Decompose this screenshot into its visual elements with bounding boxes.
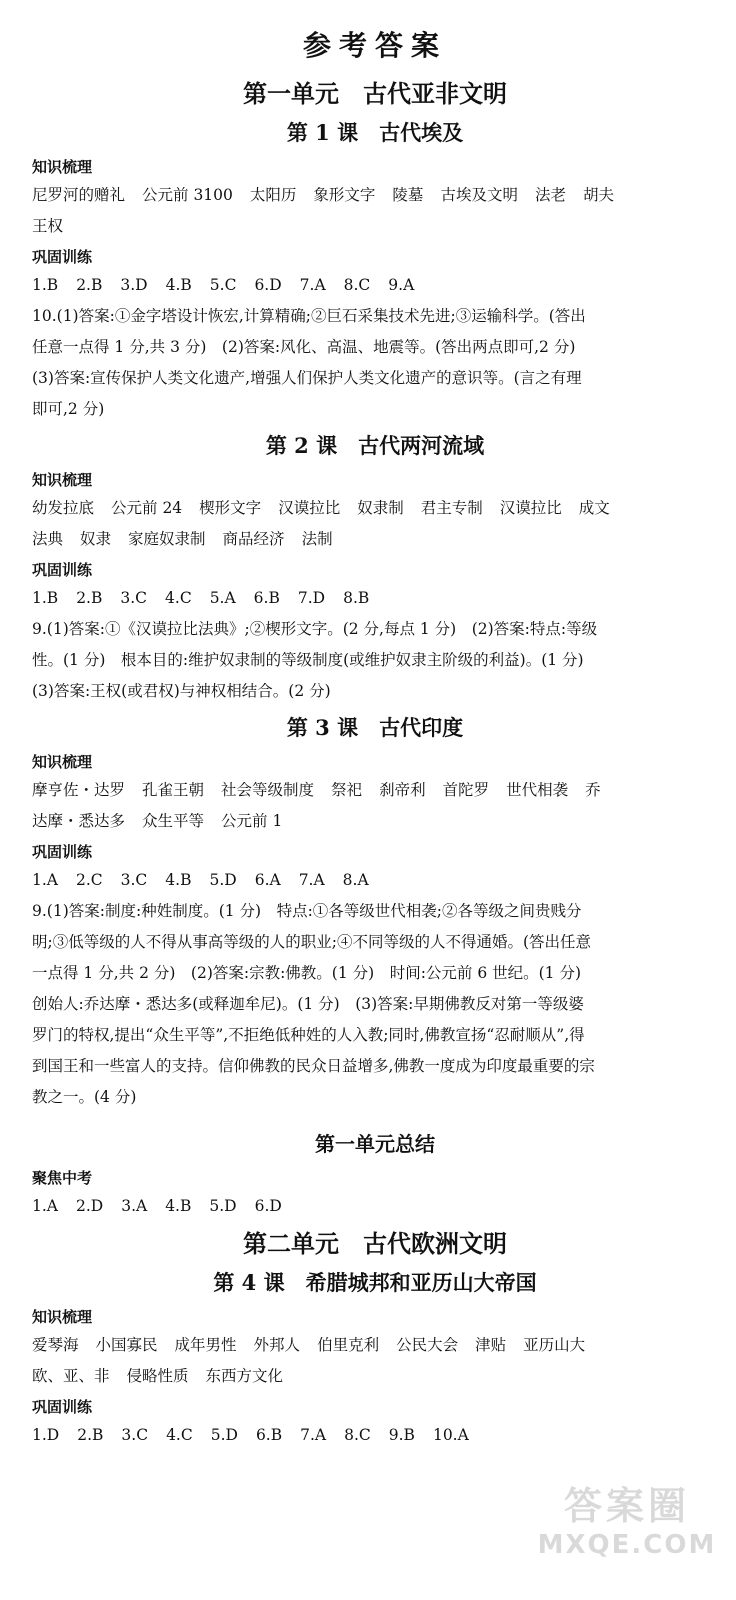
lesson-3-q9-line: 明;③低等级的人不得从事高等级的人的职业;④不同等级的人不得通婚。(答出任意 (32, 933, 591, 951)
answer: 3.C (120, 589, 148, 607)
answer: 6.D (254, 1197, 282, 1215)
answer: 8.C (344, 1426, 371, 1444)
lesson-1-q10-line: 10.(1)答案:①金字塔设计恢宏,计算精确;②巨石采集技术先进;③运输科学。(答出 (32, 307, 586, 325)
unit-2-title: 第二单元 古代欧洲文明 (243, 1230, 507, 1258)
summary-answers (32, 1191, 718, 1222)
lesson-3-q9-line: 到国王和一些富人的支持。信仰佛教的民众日益增多,佛教一度成为印度最重要的宗 (32, 1057, 595, 1075)
term: 祭祀 (331, 781, 363, 799)
answer: 1.D (32, 1426, 60, 1444)
lesson-4-terms-line-1 (32, 1330, 718, 1361)
lesson-3-q9-line: 罗门的特权,提出“众生平等”,不拒绝低种姓的人入教;同时,佛教宣扬“忍耐顺从”,得 (32, 1026, 585, 1044)
term: 乔 (585, 781, 601, 799)
lesson-3-q9-line: 一点得 1 分,共 2 分) (2)答案:宗教:佛教。(1 分) 时间:公元前 6 世纪。(1 分) (32, 964, 582, 982)
term: 家庭奴隶制 (128, 530, 206, 548)
answer: 7.D (297, 589, 326, 607)
answer: 2.D (75, 1197, 104, 1215)
answer: 5.A (209, 589, 236, 607)
answer: 4.B (165, 1197, 192, 1215)
answer: 7.A (298, 871, 325, 889)
page-title: 参考答案 (302, 29, 447, 62)
term: 刹帝利 (379, 781, 426, 799)
term: 成年男性 (174, 1336, 237, 1354)
answer: 7.A (300, 1426, 327, 1444)
term: 陵墓 (392, 186, 424, 204)
term: 摩亨佐・达罗 (32, 781, 126, 799)
answer: 5.D (209, 1197, 237, 1215)
lesson-3-terms-line-1 (32, 775, 718, 806)
term: 公元前 1 (221, 812, 283, 830)
lesson-2-terms-line-1 (32, 493, 718, 524)
answer: 9.B (388, 1426, 415, 1444)
lesson-4-practice-label: 巩固训练 (32, 1398, 93, 1416)
term: 亚历山大 (523, 1336, 586, 1354)
answer: 2.B (76, 276, 103, 294)
site-watermark (532, 1482, 722, 1572)
lesson-2-knowledge-label: 知识梳理 (32, 471, 93, 489)
term: 欧、亚、非 (32, 1367, 110, 1385)
term: 君主专制 (420, 499, 483, 517)
lesson-2-q9-line: 性。(1 分) 根本目的:维护奴隶制的等级制度(或维护奴隶主阶级的利益)。(1 分) (32, 651, 584, 669)
answer: 3.D (120, 276, 148, 294)
term: 伯里克利 (317, 1336, 380, 1354)
answer: 3.A (121, 1197, 148, 1215)
term: 公元前 24 (111, 499, 183, 517)
term: 公民大会 (396, 1336, 459, 1354)
lesson-1-title: 第 1 课 古代埃及 (286, 120, 464, 145)
term: 公元前 3100 (142, 186, 233, 204)
term: 外邦人 (253, 1336, 301, 1354)
answer: 7.A (299, 276, 326, 294)
lesson-3-q9-line: 教之一。(4 分) (32, 1088, 137, 1106)
answer: 3.C (121, 1426, 149, 1444)
term: 众生平等 (142, 812, 205, 830)
lesson-3-q9-line: 创始人:乔达摩・悉达多(或释迦牟尼)。(1 分) (3)答案:早期佛教反对第一等级婆 (32, 995, 584, 1013)
term: 汉谟拉比 (499, 499, 562, 517)
term: 法制 (301, 530, 333, 548)
lesson-2-q9-line: (3)答案:王权(或君权)与神权相结合。(2 分) (32, 682, 331, 700)
answer: 6.D (254, 276, 282, 294)
term: 成文 (578, 499, 610, 517)
term: 汉谟拉比 (278, 499, 341, 517)
lesson-4-answers (32, 1420, 718, 1451)
lesson-1-q10-line: (3)答案:宣传保护人类文化遗产,增强人们保护人类文化遗产的意识等。(言之有理 (32, 369, 582, 387)
lesson-2-title: 第 2 课 古代两河流域 (265, 433, 485, 458)
term: 津贴 (475, 1336, 507, 1354)
lesson-2-terms-line-2 (32, 524, 718, 555)
term: 侵略性质 (126, 1367, 189, 1385)
lesson-3-knowledge-label: 知识梳理 (32, 753, 93, 771)
answer: 4.C (165, 589, 192, 607)
watermark-logo-text: 答案圈 (563, 1484, 690, 1528)
term: 楔形文字 (199, 499, 262, 517)
term: 幼发拉底 (32, 499, 95, 517)
answer: 8.B (343, 589, 370, 607)
lesson-4-terms-line-2 (32, 1361, 718, 1392)
watermark-url: MXQE.COM (537, 1530, 717, 1560)
answer: 6.B (253, 589, 280, 607)
answer: 2.B (77, 1426, 104, 1444)
answer: 3.C (120, 871, 148, 889)
answer: 1.B (32, 589, 59, 607)
lesson-1-q10-line: 即可,2 分) (32, 400, 105, 418)
term: 爱琴海 (32, 1336, 79, 1354)
answer: 8.A (342, 871, 369, 889)
answer: 1.A (32, 1197, 58, 1215)
lesson-1-answers (32, 270, 718, 301)
answer: 6.B (255, 1426, 283, 1444)
term: 奴隶 (80, 530, 112, 548)
answer: 5.C (209, 276, 237, 294)
term: 东西方文化 (205, 1367, 284, 1385)
summary-focus-label: 聚焦中考 (32, 1169, 93, 1187)
answer: 1.A (32, 871, 58, 889)
answer: 6.A (254, 871, 281, 889)
answer: 4.B (165, 276, 192, 294)
lesson-3-terms-line-2 (32, 806, 718, 837)
term: 古埃及文明 (440, 186, 518, 204)
answer: 2.C (75, 871, 103, 889)
answer: 8.C (343, 276, 371, 294)
answer: 4.C (166, 1426, 193, 1444)
answer: 1.B (32, 276, 59, 294)
term: 王权 (32, 217, 64, 235)
answer: 9.A (388, 276, 415, 294)
lesson-1-q10-line: 任意一点得 1 分,共 3 分) (2)答案:风化、高温、地震等。(答出两点即可,2 分) (32, 338, 576, 356)
unit-1-title: 第一单元 古代亚非文明 (243, 80, 507, 108)
term: 尼罗河的赠礼 (32, 186, 126, 204)
term: 孔雀王朝 (142, 781, 205, 799)
term: 社会等级制度 (221, 781, 315, 799)
answer: 2.B (76, 589, 103, 607)
term: 达摩・悉达多 (32, 812, 126, 830)
answer: 10.A (432, 1426, 469, 1444)
lesson-4-knowledge-label: 知识梳理 (32, 1308, 93, 1326)
term: 小国寡民 (95, 1336, 158, 1354)
lesson-2-q9-line: 9.(1)答案:①《汉谟拉比法典》;②楔形文字。(2 分,每点 1 分) (2)答案:特点:等级 (32, 620, 598, 638)
term: 太阳历 (249, 186, 297, 204)
lesson-3-title: 第 3 课 古代印度 (286, 715, 464, 740)
lesson-1-terms-line-1 (32, 180, 718, 211)
lesson-2-practice-label: 巩固训练 (32, 561, 93, 579)
term: 世代相袭 (506, 781, 569, 799)
lesson-3-practice-label: 巩固训练 (32, 843, 93, 861)
term: 商品经济 (222, 530, 285, 548)
lesson-1-practice-label: 巩固训练 (32, 248, 93, 266)
lesson-1-knowledge-label: 知识梳理 (32, 158, 93, 176)
lesson-4-title: 第 4 课 希腊城邦和亚历山大帝国 (213, 1270, 537, 1295)
lesson-3-answers (32, 865, 718, 896)
answer: 5.D (209, 871, 237, 889)
term: 奴隶制 (357, 499, 404, 517)
lesson-2-answers (32, 583, 718, 614)
term: 首陀罗 (442, 781, 490, 799)
term: 象形文字 (313, 186, 376, 204)
term: 法典 (32, 530, 64, 548)
unit-1-summary-title: 第一单元总结 (315, 1132, 435, 1156)
term: 法老 (534, 186, 566, 204)
answer: 5.D (210, 1426, 238, 1444)
lesson-3-q9-line: 9.(1)答案:制度:种姓制度。(1 分) 特点:①各等级世代相袭;②各等级之间贵贱分 (32, 902, 582, 920)
term: 胡夫 (582, 186, 614, 204)
lesson-1-terms-line-2 (32, 211, 718, 242)
answer: 4.B (165, 871, 192, 889)
